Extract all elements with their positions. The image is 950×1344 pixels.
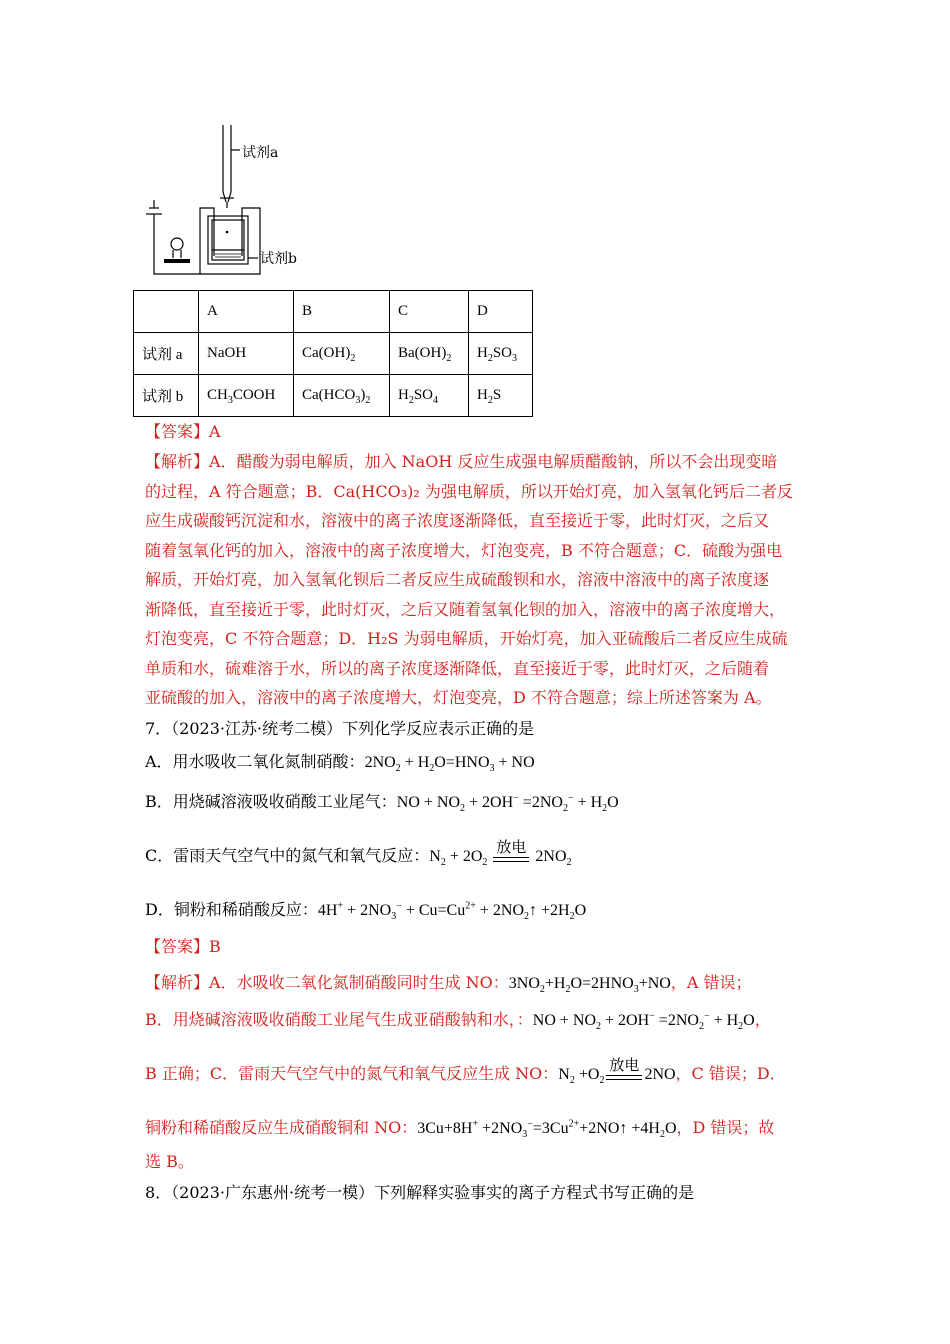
q7-analysis-line: B 正确；C．雷雨天气空气中的氮气和氧气反应生成 NO：$N_2 +O_2$ 放电 2NO，C 错误；D． <box>145 1056 786 1087</box>
equation: $4H^+ + 2NO_3^- + Cu=Cu^{2+}$ + $2NO_2↑ +2H_2O$ <box>317 900 587 923</box>
table-cell: A <box>199 291 294 333</box>
table-cell: C <box>390 291 469 333</box>
q6-analysis-line: 应生成碳酸钙沉淀和水，溶液中的离子浓度逐渐降低，直至接近于零，此时灯灭，之后又 <box>145 511 770 530</box>
q7-option-c: C．雷雨天气空气中的氮气和氧气反应：$N_2 + 2O_2$ 放电 $2NO_2$ <box>145 838 572 869</box>
q6-analysis-line: 单质和水，硫难溶于水，所以的离子浓度逐渐降低，直至接近于零，此时灯灭，之后随着 <box>145 659 770 678</box>
table-cell: 试剂 b <box>134 375 199 417</box>
equation: $N_2 + 2O_2$ 放电 $2NO_2$ <box>429 838 572 869</box>
reagent-table <box>133 290 533 417</box>
q6-analysis-line: 随着氢氧化钙的加入，溶液中的离子浓度增大，灯泡变亮，B 不符合题意；C．硫酸为强电 <box>145 541 783 560</box>
q7-answer: 【答案】B <box>145 937 221 956</box>
table-cell: $H_2S$ <box>469 375 533 417</box>
q6-analysis-line: 渐降低，直至接近于零，此时灯灭，之后又随着氢氧化钡的加入，溶液中的离子浓度增大， <box>145 600 786 619</box>
q7-analysis-line: 【解析】A．水吸收二氧化氮制硝酸同时生成 NO：$3NO_2+H_2O=2HNO_3+NO$，A 错误； <box>145 973 752 996</box>
conductivity-apparatus-figure <box>140 120 340 280</box>
q8-stem: 8．（2023·广东惠州·统考一模）下列解释实验事实的离子方程式书写正确的是 <box>145 1183 695 1202</box>
table-cell: D <box>469 291 533 333</box>
q6-answer: 【答案】A <box>145 422 221 441</box>
table-cell: B <box>294 291 390 333</box>
table-cell: 试剂 a <box>134 333 199 375</box>
table-cell: $Ca(HCO_3)_2$ <box>294 375 390 417</box>
q7-analysis-line: 选 B。 <box>145 1152 194 1171</box>
table-cell: $H_2SO_4$ <box>390 375 469 417</box>
equation: NO + $NO_2 + 2OH^- =2NO_2^- + H_2O$ <box>396 792 619 815</box>
q7-analysis-line: B．用烧碱溶液吸收硝酸工业尾气生成亚硝酸钠和水，：NO + $NO_2 + 2OH^- =2NO_2^- + H_2O$， <box>145 1010 771 1033</box>
equation: $2NO_2 + H_2O=HNO_3$ + NO <box>364 754 535 775</box>
q7-analysis-line: 铜粉和稀硝酸反应生成硝酸铜和 NO：$3Cu+8H^+ +2NO_3^-=3Cu^{2+}+2NO↑ +4H_2O$，D 错误；故 <box>145 1118 775 1141</box>
reagent-b-label: 试剂b <box>260 251 297 267</box>
table-cell: $Ba(OH)_2$ <box>390 333 469 375</box>
table-row <box>134 333 533 375</box>
table-cell <box>134 291 199 333</box>
q7-option-b: B．用烧碱溶液吸收硝酸工业尾气：NO + $NO_2 + 2OH^- =2NO_2^- + H_2O$ <box>145 792 619 815</box>
q6-analysis-line: 亚硫酸的加入，溶液中的离子浓度增大，灯泡变亮，D 不符合题意；综上所述答案为 A。 <box>145 688 772 707</box>
q6-analysis-line: 的过程，A 符合题意；B．Ca(HCO₃)₂ 为强电解质，所以开始灯亮，加入氢氧化钙后二者反 <box>145 482 793 501</box>
q7-option-a: A．用水吸收二氧化氮制硝酸：$2NO_2 + H_2O=HNO_3$ + NO <box>145 752 535 775</box>
q7-option-d: D．铜粉和稀硝酸反应：$4H^+ + 2NO_3^- + Cu=Cu^{2+}$ + $2NO_2↑ +2H_2O$ <box>145 900 587 923</box>
q6-analysis-line: 解质，开始灯亮，加入氢氧化钡后二者反应生成硫酸钡和水，溶液中溶液中的离子浓度逐 <box>145 570 770 589</box>
table-row <box>134 375 533 417</box>
q6-analysis-line: 灯泡变亮，C 不符合题意；D．H₂S 为弱电解质，开始灯亮，加入亚硫酸后二者反应生成硫 <box>145 629 788 648</box>
table-cell: $CH_3COOH$ <box>199 375 294 417</box>
table-cell: $H_2SO_3$ <box>469 333 533 375</box>
q6-analysis-line: 【解析】A．醋酸为弱电解质，加入 NaOH 反应生成强电解质醋酸钠，所以不会出现变暗 <box>145 452 778 471</box>
reagent-a-label: 试剂a <box>242 145 279 161</box>
table-cell: $Ca(OH)_2$ <box>294 333 390 375</box>
table-cell: NaOH <box>199 333 294 375</box>
table-row <box>134 291 533 333</box>
q7-stem: 7．（2023·江苏·统考二模）下列化学反应表示正确的是 <box>145 719 535 738</box>
